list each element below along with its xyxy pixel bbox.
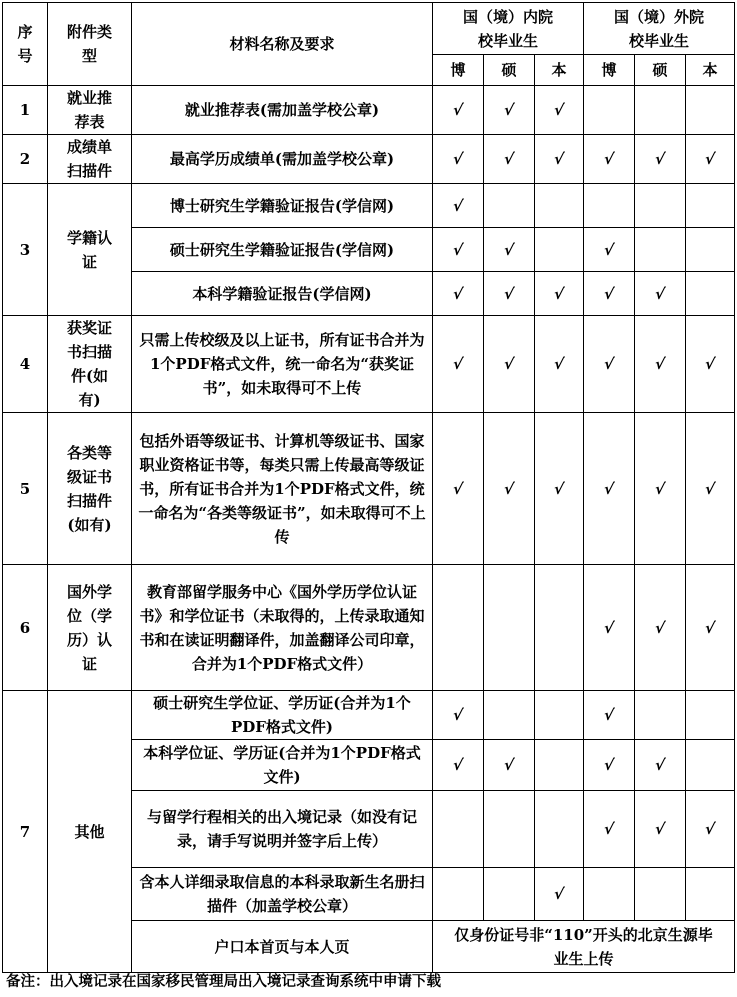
attachment-type: 学籍认证: [48, 184, 132, 316]
row-index: 2: [3, 135, 48, 184]
check-mark-icon: √: [451, 756, 465, 774]
check-cell-domestic-phd: [433, 868, 484, 921]
header-domestic-master: 硕: [484, 55, 535, 86]
table-body: [3, 86, 735, 973]
check-cell-domestic-bachelor: [535, 740, 584, 791]
attachment-type: 各类等级证书扫描件(如有): [48, 413, 132, 565]
material-name: 本科学位证、学历证(合并为1个PDF格式文件): [132, 740, 433, 791]
check-mark-icon: √: [451, 284, 465, 303]
check-cell-foreign-phd: [584, 228, 635, 272]
check-cell-foreign-bachelor: [686, 691, 735, 740]
check-mark-icon: √: [602, 240, 616, 259]
check-mark-icon: √: [502, 150, 516, 168]
table-row: [3, 184, 735, 228]
hukou-material: 户口本首页与本人页: [132, 921, 433, 973]
check-mark-icon: √: [552, 284, 566, 303]
requirements-table: [2, 2, 735, 973]
material-name: 本科学籍验证报告(学信网): [132, 272, 433, 316]
header-attachment-type: 附件类型: [48, 3, 132, 86]
check-cell-domestic-bachelor: [535, 135, 584, 184]
check-cell-domestic-master: [484, 316, 535, 413]
row-index: 1: [3, 86, 48, 135]
check-mark-icon: √: [703, 479, 717, 498]
check-mark-icon: √: [703, 355, 717, 373]
check-cell-foreign-master: [635, 868, 686, 921]
check-cell-domestic-phd: [433, 791, 484, 868]
check-cell-foreign-bachelor: [686, 791, 735, 868]
attachment-type: 国外学位（学历）认证: [48, 565, 132, 691]
check-mark-icon: √: [653, 355, 667, 373]
check-mark-icon: √: [653, 756, 667, 774]
check-cell-domestic-master: [484, 691, 535, 740]
check-cell-domestic-phd: [433, 740, 484, 791]
check-cell-domestic-bachelor: [535, 316, 584, 413]
check-mark-icon: √: [602, 756, 616, 774]
material-name: 教育部留学服务中心《国外学历学位认证书》和学位证书（未取得的，上传录取通知书和在读证明翻译件，加盖翻译公司印章，合并为1个PDF格式文件）: [132, 565, 433, 691]
check-cell-foreign-master: [635, 740, 686, 791]
check-mark-icon: √: [502, 284, 516, 303]
header-foreign-phd: 博: [584, 55, 635, 86]
check-cell-foreign-phd: [584, 740, 635, 791]
table-row: [3, 86, 735, 135]
check-mark-icon: √: [653, 150, 667, 168]
header-material: 材料名称及要求: [132, 3, 433, 86]
check-cell-domestic-bachelor: [535, 791, 584, 868]
check-mark-icon: √: [602, 820, 616, 838]
check-cell-foreign-bachelor: [686, 413, 735, 565]
check-cell-foreign-master: [635, 316, 686, 413]
check-mark-icon: √: [451, 150, 465, 168]
check-cell-domestic-master: [484, 272, 535, 316]
check-cell-domestic-phd: [433, 316, 484, 413]
check-cell-domestic-phd: [433, 565, 484, 691]
check-cell-domestic-phd: [433, 228, 484, 272]
check-mark-icon: √: [552, 479, 566, 498]
check-cell-foreign-master: [635, 86, 686, 135]
check-cell-foreign-bachelor: [686, 228, 735, 272]
check-mark-icon: √: [602, 479, 616, 498]
check-mark-icon: √: [502, 101, 516, 119]
check-cell-foreign-master: [635, 272, 686, 316]
check-mark-icon: √: [653, 820, 667, 838]
check-cell-foreign-master: [635, 228, 686, 272]
attachment-type: 其他: [48, 691, 132, 973]
header-domestic-bachelor: 本: [535, 55, 584, 86]
check-cell-domestic-bachelor: [535, 868, 584, 921]
check-cell-domestic-master: [484, 868, 535, 921]
check-cell-foreign-master: [635, 184, 686, 228]
material-name: 最高学历成绩单(需加盖学校公章): [132, 135, 433, 184]
check-mark-icon: √: [451, 479, 465, 498]
table-row: [3, 565, 735, 691]
check-mark-icon: √: [451, 706, 465, 724]
check-mark-icon: √: [451, 240, 465, 259]
check-cell-domestic-bachelor: [535, 86, 584, 135]
check-mark-icon: √: [703, 150, 717, 168]
check-cell-foreign-phd: [584, 691, 635, 740]
check-mark-icon: √: [602, 355, 616, 373]
check-mark-icon: √: [502, 355, 516, 373]
check-mark-icon: √: [502, 479, 516, 498]
check-cell-domestic-bachelor: [535, 413, 584, 565]
check-cell-foreign-phd: [584, 316, 635, 413]
check-cell-foreign-phd: [584, 868, 635, 921]
check-cell-domestic-bachelor: [535, 228, 584, 272]
check-cell-domestic-bachelor: [535, 184, 584, 228]
attachment-type: 就业推荐表: [48, 86, 132, 135]
hukou-requirement: 仅身份证号非“110”开头的北京生源毕业生上传: [433, 921, 735, 973]
check-cell-domestic-bachelor: [535, 565, 584, 691]
header-domestic-phd: 博: [433, 55, 484, 86]
check-mark-icon: √: [451, 355, 465, 373]
check-mark-icon: √: [703, 618, 717, 637]
table-row: [3, 316, 735, 413]
check-cell-foreign-bachelor: [686, 868, 735, 921]
header-foreign-master: 硕: [635, 55, 686, 86]
material-name: 与留学行程相关的出入境记录（如没有记录，请手写说明并签字后上传）: [132, 791, 433, 868]
check-mark-icon: √: [552, 101, 566, 119]
row-index: 5: [3, 413, 48, 565]
attachment-type: 获奖证书扫描件(如有): [48, 316, 132, 413]
check-cell-domestic-master: [484, 740, 535, 791]
check-mark-icon: √: [602, 150, 616, 168]
check-cell-domestic-master: [484, 135, 535, 184]
check-cell-domestic-phd: [433, 272, 484, 316]
material-name: 博士研究生学籍验证报告(学信网): [132, 184, 433, 228]
check-cell-foreign-bachelor: [686, 135, 735, 184]
table-row: [3, 413, 735, 565]
header-domestic-group: 国（境）内院校毕业生: [433, 3, 584, 55]
row-index: 6: [3, 565, 48, 691]
check-mark-icon: √: [502, 756, 516, 774]
row-index: 4: [3, 316, 48, 413]
check-cell-domestic-bachelor: [535, 691, 584, 740]
check-cell-foreign-master: [635, 565, 686, 691]
material-name: 包括外语等级证书、计算机等级证书、国家职业资格证书等，每类只需上传最高等级证书，所有证书合并为1个PDF格式文件，统一命名为“各类等级证书”，如未取得可不上传: [132, 413, 433, 565]
attachment-type: 成绩单扫描件: [48, 135, 132, 184]
check-cell-foreign-phd: [584, 135, 635, 184]
check-cell-foreign-bachelor: [686, 272, 735, 316]
check-cell-foreign-master: [635, 413, 686, 565]
table-row: [3, 135, 735, 184]
check-mark-icon: √: [552, 355, 566, 373]
material-name: 含本人详细录取信息的本科录取新生名册扫描件（加盖学校公章）: [132, 868, 433, 921]
check-cell-foreign-master: [635, 135, 686, 184]
check-cell-foreign-bachelor: [686, 740, 735, 791]
check-cell-foreign-phd: [584, 791, 635, 868]
header-index: 序号: [3, 3, 48, 86]
check-cell-foreign-master: [635, 791, 686, 868]
check-cell-domestic-phd: [433, 86, 484, 135]
check-mark-icon: √: [552, 885, 566, 903]
material-name: 硕士研究生学位证、学历证(合并为1个PDF格式文件): [132, 691, 433, 740]
check-cell-foreign-phd: [584, 565, 635, 691]
check-cell-domestic-bachelor: [535, 272, 584, 316]
check-cell-domestic-master: [484, 791, 535, 868]
check-mark-icon: √: [451, 196, 465, 215]
check-cell-domestic-phd: [433, 135, 484, 184]
check-mark-icon: √: [502, 240, 516, 259]
check-cell-foreign-bachelor: [686, 565, 735, 691]
check-mark-icon: √: [653, 618, 667, 637]
check-mark-icon: √: [653, 479, 667, 498]
check-cell-foreign-master: [635, 691, 686, 740]
check-cell-foreign-phd: [584, 86, 635, 135]
check-cell-foreign-phd: [584, 184, 635, 228]
check-cell-foreign-phd: [584, 272, 635, 316]
check-mark-icon: √: [552, 150, 566, 168]
check-cell-domestic-phd: [433, 184, 484, 228]
check-cell-domestic-master: [484, 184, 535, 228]
check-cell-domestic-phd: [433, 691, 484, 740]
check-cell-foreign-bachelor: [686, 86, 735, 135]
check-cell-domestic-master: [484, 228, 535, 272]
row-index: 3: [3, 184, 48, 316]
material-name: 硕士研究生学籍验证报告(学信网): [132, 228, 433, 272]
material-name: 就业推荐表(需加盖学校公章): [132, 86, 433, 135]
check-cell-domestic-master: [484, 565, 535, 691]
header-foreign-bachelor: 本: [686, 55, 735, 86]
check-cell-foreign-bachelor: [686, 184, 735, 228]
check-mark-icon: √: [653, 284, 667, 303]
check-mark-icon: √: [602, 706, 616, 724]
check-cell-foreign-phd: [584, 413, 635, 565]
row-index: 7: [3, 691, 48, 973]
check-mark-icon: √: [602, 618, 616, 637]
header-foreign-group: 国（境）外院校毕业生: [584, 3, 735, 55]
check-cell-domestic-phd: [433, 413, 484, 565]
table-row: [3, 691, 735, 740]
check-mark-icon: √: [703, 820, 717, 838]
check-mark-icon: √: [602, 284, 616, 303]
footnote: 备注：出入境记录在国家移民管理局出入境记录查询系统中申请下载: [6, 973, 441, 990]
check-cell-domestic-master: [484, 86, 535, 135]
check-mark-icon: √: [451, 101, 465, 119]
material-name: 只需上传校级及以上证书，所有证书合并为1个PDF格式文件，统一命名为“获奖证书”，如未取得可不上传: [132, 316, 433, 413]
check-cell-domestic-master: [484, 413, 535, 565]
check-cell-foreign-bachelor: [686, 316, 735, 413]
